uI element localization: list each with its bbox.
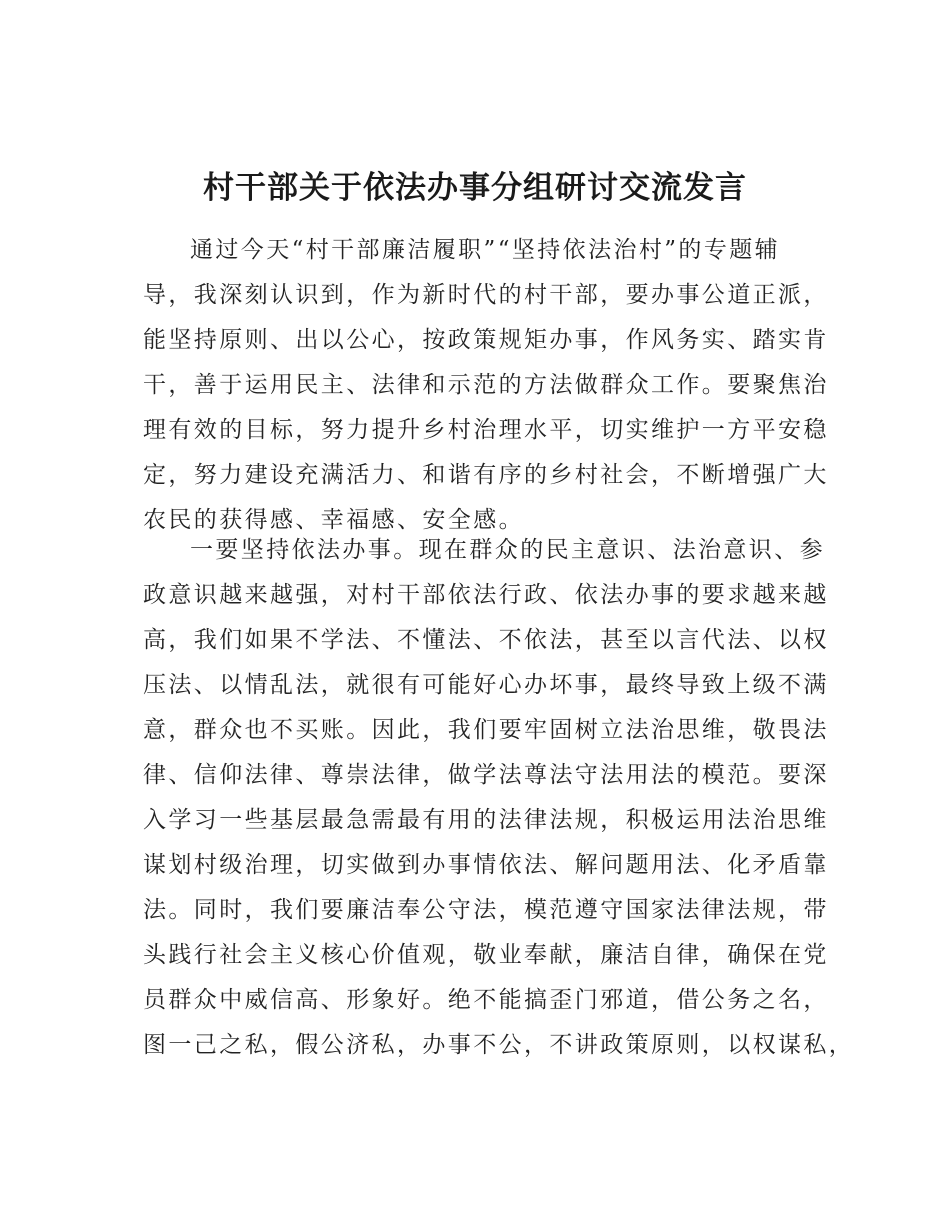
paragraph-line: 高，我们如果不学法、不懂法、不依法，甚至以言代法、以权: [143, 627, 829, 653]
paragraph-line: 图一己之私，假公济私，办事不公，不讲政策原则，以权谋私，: [143, 1032, 855, 1058]
paragraph-line: 政意识越来越强，对村干部依法行政、依法办事的要求越来越: [143, 582, 829, 608]
paragraph-rule-of-law: [143, 528, 855, 1068]
paragraph-line: 一要坚持依法办事。现在群众的民主意识、法治意识、参: [190, 537, 825, 563]
paragraph-line: 谋划村级治理，切实做到办事情依法、解问题用法、化矛盾靠: [143, 852, 829, 878]
paragraph-line: 导，我深刻认识到，作为新时代的村干部，要办事公道正派，: [143, 282, 829, 308]
paragraph-line: 压法、以情乱法，就很有可能好心办坏事，最终导致上级不满: [143, 672, 829, 698]
paragraph-line: 头践行社会主义核心价值观，敬业奉献，廉洁自律，确保在党: [143, 942, 829, 968]
paragraph-line: 能坚持原则、出以公心，按政策规矩办事，作风务实、踏实肯: [143, 327, 829, 353]
paragraph-line: 入学习一些基层最急需最有用的法律法规，积极运用法治思维: [143, 807, 829, 833]
paragraph-line: 律、信仰法律、尊崇法律，做学法尊法守法用法的模范。要深: [143, 762, 829, 788]
document-title: 村干部关于依法办事分组研讨交流发言: [203, 170, 747, 206]
paragraph-line: 农民的获得感、幸福感、安全感。: [143, 507, 524, 533]
paragraph-line: 通过今天“村干部廉洁履职”“坚持依法治村”的专题辅: [190, 237, 781, 263]
paragraph-line: 员群众中威信高、形象好。绝不能搞歪门邪道，借公务之名，: [143, 987, 829, 1013]
paragraph-line: 干，善于运用民主、法律和示范的方法做群众工作。要聚焦治: [143, 372, 829, 398]
paragraph-line: 定，努力建设充满活力、和谐有序的乡村社会，不断增强广大: [143, 462, 829, 488]
paragraph-line: 理有效的目标，努力提升乡村治理水平，切实维护一方平安稳: [143, 417, 829, 443]
paragraph-line: 意，群众也不买账。因此，我们要牢固树立法治思维，敬畏法: [143, 717, 829, 743]
paragraph-intro: [143, 228, 829, 543]
paragraph-line: 法。同时，我们要廉洁奉公守法，模范遵守国家法律法规，带: [143, 897, 829, 923]
